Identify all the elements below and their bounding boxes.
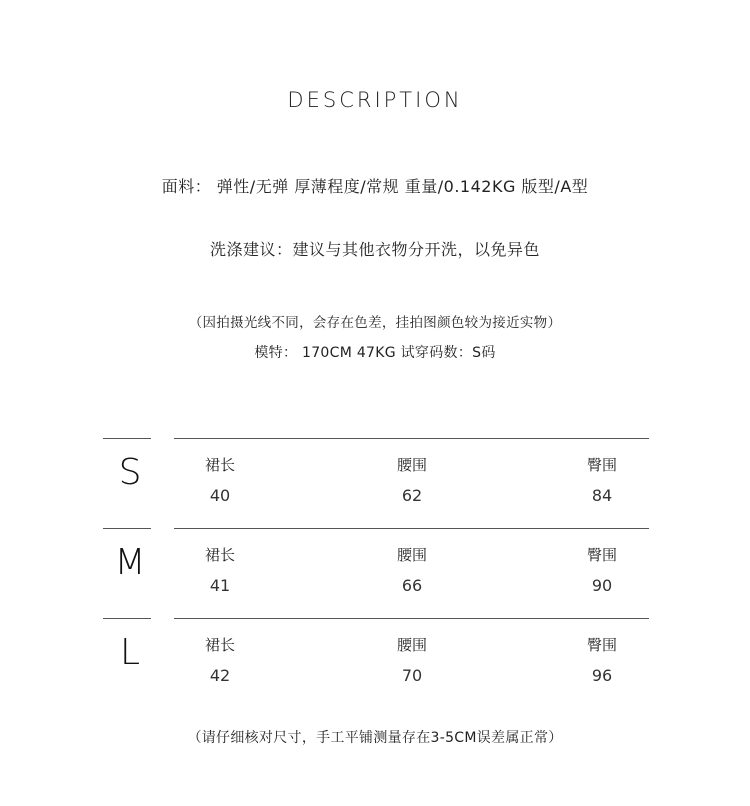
waist-cell bbox=[367, 455, 457, 506]
page-title: DESCRIPTION bbox=[287, 88, 463, 112]
column-label: 臀围 bbox=[586, 636, 617, 654]
size-value: 40 bbox=[209, 486, 231, 505]
divider bbox=[174, 618, 649, 619]
hip-cell bbox=[557, 545, 647, 596]
size-value: 96 bbox=[591, 666, 613, 685]
divider bbox=[174, 528, 649, 529]
length-cell bbox=[175, 455, 265, 506]
size-value: 41 bbox=[209, 576, 231, 595]
hip-cell bbox=[557, 635, 647, 686]
size-value: 90 bbox=[591, 576, 613, 595]
waist-cell bbox=[367, 545, 457, 596]
measurement-note: （请仔细核对尺寸，手工平铺测量存在3-5CM误差属正常） bbox=[187, 730, 563, 746]
size-row-l bbox=[0, 618, 750, 708]
size-value: 42 bbox=[209, 666, 231, 685]
size-value: 70 bbox=[401, 666, 423, 685]
size-label: S bbox=[118, 452, 142, 493]
waist-cell bbox=[367, 635, 457, 686]
column-label: 臀围 bbox=[586, 456, 617, 474]
model-info: 模特： 170CM 47KG 试穿码数：S码 bbox=[254, 345, 496, 361]
divider bbox=[174, 438, 649, 439]
size-value: 62 bbox=[401, 486, 423, 505]
column-label: 腰围 bbox=[396, 636, 427, 654]
size-row-m bbox=[0, 528, 750, 618]
size-value: 66 bbox=[401, 576, 423, 595]
divider bbox=[103, 618, 151, 619]
size-label: L bbox=[119, 632, 141, 673]
wash-instructions: 洗涤建议：建议与其他衣物分开洗，以免异色 bbox=[209, 240, 540, 259]
divider bbox=[103, 438, 151, 439]
length-cell bbox=[175, 545, 265, 596]
column-label: 腰围 bbox=[396, 456, 427, 474]
photo-color-note: （因拍摄光线不同，会存在色差，挂拍图颜色较为接近实物） bbox=[188, 315, 562, 331]
column-label: 裙长 bbox=[204, 456, 235, 474]
fabric-info: 面料： 弹性/无弹 厚薄程度/常规 重量/0.142KG 版型/A型 bbox=[161, 177, 589, 196]
column-label: 裙长 bbox=[204, 546, 235, 564]
hip-cell bbox=[557, 455, 647, 506]
size-value: 84 bbox=[591, 486, 613, 505]
column-label: 臀围 bbox=[586, 546, 617, 564]
length-cell bbox=[175, 635, 265, 686]
column-label: 腰围 bbox=[396, 546, 427, 564]
size-row-s bbox=[0, 438, 750, 528]
size-label: M bbox=[114, 542, 146, 583]
divider bbox=[103, 528, 151, 529]
column-label: 裙长 bbox=[204, 636, 235, 654]
